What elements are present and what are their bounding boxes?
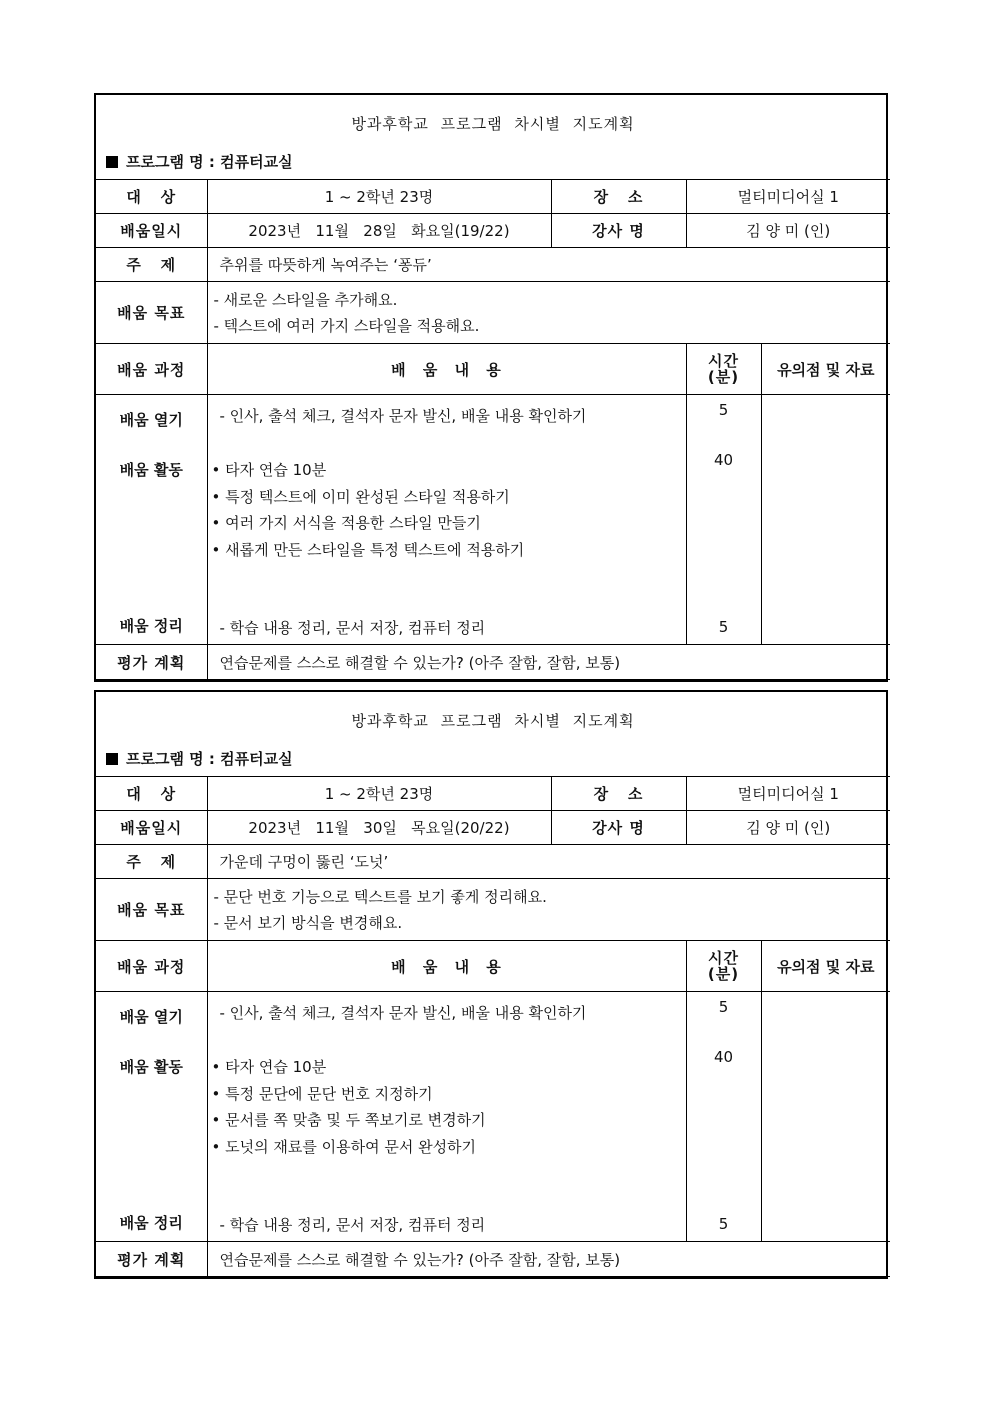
notes-column [761,395,890,645]
target-value: 1 ~ 2학년 23명 [207,777,551,811]
goal-item: - 문서 보기 방식을 변경해요. [213,913,403,932]
notes-header: 유의점 및 자료 [761,344,890,395]
topic-label: 주 제 [96,845,207,879]
content-column [207,395,686,645]
time-open: 5 [718,401,729,419]
goal-label: 배움 목표 [96,879,207,941]
target-label: 대 상 [96,180,207,214]
time-header [686,344,761,395]
time-header [686,941,761,992]
time-close: 5 [718,618,729,636]
stage-activity: 배움 활동 [119,1058,183,1076]
plan-title: 방과후학교 프로그램 차시별 지도계획 [351,711,635,730]
time-activity: 40 [713,1048,734,1066]
program-name-text: 프로그램 명 : 컴퓨터교실 [126,749,293,768]
program-name-text: 프로그램 명 : 컴퓨터교실 [126,152,293,171]
content-header: 배 움 내 용 [207,941,686,992]
list-item: • 문서를 쪽 맞춤 및 두 쪽보기로 변경하기 [212,1107,486,1134]
time-column [686,992,761,1242]
teacher-value: 김 양 미 (인) [686,214,890,248]
goal-item: - 문단 번호 기능으로 텍스트를 보기 좋게 정리해요. [213,887,547,906]
goal-list [207,879,890,941]
square-bullet-icon [106,156,118,168]
eval-label: 평가 계획 [96,645,207,680]
process-header: 배움 과정 [96,941,207,992]
list-item: • 타자 연습 10분 [212,457,525,484]
goal-label: 배움 목표 [96,282,207,344]
list-item: • 여러 가지 서식을 적용한 스타일 만들기 [212,510,525,537]
place-label: 장 소 [551,777,686,811]
list-item: • 새롭게 만든 스타일을 특정 텍스트에 적용하기 [212,537,525,564]
goal-list [207,282,890,344]
stage-activity: 배움 활동 [119,461,183,479]
list-item: • 타자 연습 10분 [212,1054,486,1081]
program-name [96,740,890,777]
process-header: 배움 과정 [96,344,207,395]
place-value: 멀티미디어실 1 [686,180,890,214]
date-label: 배움일시 [96,214,207,248]
time-header-top: 시간 [708,352,739,370]
date-value: 2023년 11월 30일 목요일(20/22) [207,811,551,845]
target-label: 대 상 [96,777,207,811]
plan-table [96,95,890,680]
stage-close: 배움 정리 [119,617,183,635]
eval-value: 연습문제를 스스로 해결할 수 있는가? (아주 잘함, 잘함, 보통) [207,1242,890,1277]
stage-open: 배움 열기 [119,411,183,429]
date-value: 2023년 11월 28일 화요일(19/22) [207,214,551,248]
stage-open: 배움 열기 [119,1008,183,1026]
notes-header: 유의점 및 자료 [761,941,890,992]
content-header: 배 움 내 용 [207,344,686,395]
goal-item: - 텍스트에 여러 가지 스타일을 적용해요. [213,316,480,335]
open-text: - 인사, 출석 체크, 결석자 문자 발신, 배울 내용 확인하기 [219,1004,587,1022]
time-header-bottom: (분) [707,368,740,386]
open-text: - 인사, 출석 체크, 결석자 문자 발신, 배울 내용 확인하기 [219,407,587,425]
list-item: • 특정 문단에 문단 번호 지정하기 [212,1081,486,1108]
close-text: - 학습 내용 정리, 문서 저장, 컴퓨터 정리 [219,1216,486,1234]
teacher-label: 강사 명 [551,214,686,248]
close-text: - 학습 내용 정리, 문서 저장, 컴퓨터 정리 [219,619,486,637]
plan-title: 방과후학교 프로그램 차시별 지도계획 [351,114,635,133]
date-label: 배움일시 [96,811,207,845]
square-bullet-icon [106,753,118,765]
time-header-bottom: (분) [707,965,740,983]
eval-value: 연습문제를 스스로 해결할 수 있는가? (아주 잘함, 잘함, 보통) [207,645,890,680]
program-name [96,143,890,180]
time-header-top: 시간 [708,949,739,967]
goal-item: - 새로운 스타일을 추가해요. [213,290,398,309]
time-column [686,395,761,645]
teacher-label: 강사 명 [551,811,686,845]
notes-column [761,992,890,1242]
list-item: • 특정 텍스트에 이미 완성된 스타일 적용하기 [212,484,525,511]
lesson-plan-1 [94,93,888,682]
activity-list [212,1054,486,1160]
teacher-value: 김 양 미 (인) [686,811,890,845]
topic-value: 추위를 따뜻하게 녹여주는 ‘퐁듀’ [207,248,890,282]
topic-value: 가운데 구멍이 뚫린 ‘도넛’ [207,845,890,879]
time-close: 5 [718,1215,729,1233]
activity-list [212,457,525,563]
place-label: 장 소 [551,180,686,214]
content-column [207,992,686,1242]
stage-column [96,395,207,645]
plan-table [96,692,890,1277]
stage-column [96,992,207,1242]
lesson-plan-2 [94,690,888,1279]
topic-label: 주 제 [96,248,207,282]
list-item: • 도넛의 재료를 이용하여 문서 완성하기 [212,1134,486,1161]
target-value: 1 ~ 2학년 23명 [207,180,551,214]
time-open: 5 [718,998,729,1016]
eval-label: 평가 계획 [96,1242,207,1277]
time-activity: 40 [713,451,734,469]
stage-close: 배움 정리 [119,1214,183,1232]
place-value: 멀티미디어실 1 [686,777,890,811]
